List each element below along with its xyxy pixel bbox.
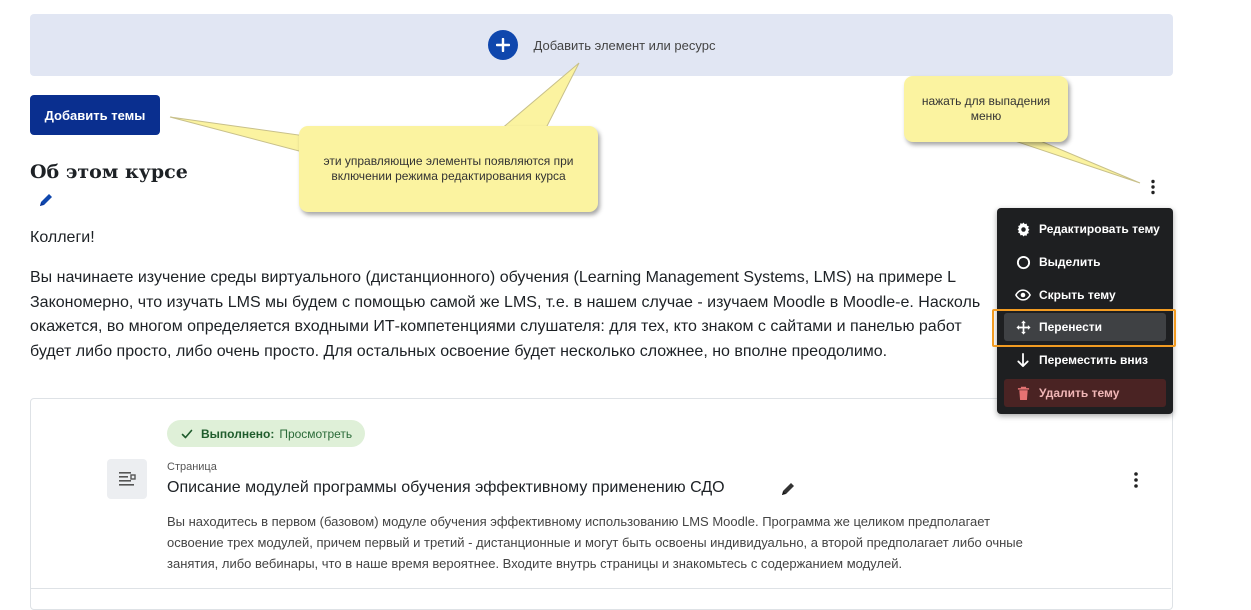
add-activity-label: Добавить элемент или ресурс — [533, 37, 716, 53]
editing-mode-callout: эти управляющие элементы появляются при включении режима редактирования курса — [299, 126, 598, 212]
section-title: Об этом курсе — [30, 161, 188, 183]
summary-line: окажется, во многом определяется входными ИТ-компетенциями слушателя: для тех, кто знаком с сайтами и панелью работ — [30, 318, 962, 335]
summary-line: Закономерно, что изучать LMS мы будем с помощью самой же LMS, т.е. в нашем случае - изучаем Moodle в Moodle-е. Насколь — [30, 293, 981, 311]
description-line: освоение трех модулей, причем первый и третий - дистанционные и могут быть освоены индивидуально, а второй предполагает либо очные — [167, 535, 1023, 550]
menu-item-label: Скрыть тему — [1039, 288, 1116, 302]
description-line: занятия, либо вебинары, что в наше время вероятнее. Входите внутрь страницы и знакомьтесь с содержанием модулей. — [167, 556, 903, 571]
menu-item-label: Переместить вниз — [1039, 353, 1149, 367]
add-topics-button[interactable]: Добавить темы — [30, 95, 160, 135]
menu-item-label: Редактировать тему — [1039, 222, 1160, 236]
menu-item-label: Удалить тему — [1039, 386, 1120, 400]
menu-hint-callout: нажать для выпадения меню — [904, 76, 1068, 142]
menu-item-label: Выделить — [1039, 255, 1101, 269]
completion-value: Просмотреть — [279, 426, 353, 441]
menu-item-label: Перенести — [1039, 320, 1102, 334]
description-line: Вы находитесь в первом (базовом) модуле обучения эффективному использованию LMS Moodle. Программа же целиком предполагает — [167, 514, 991, 529]
section-greeting: Коллеги! — [30, 229, 95, 246]
activity-name-link[interactable]: Описание модулей программы обучения эффективному применению СДО — [167, 479, 725, 496]
summary-line: Вы начинаете изучение среды виртуального (дистанционного) обучения (Learning Management Systems, LMS) на примере L — [30, 269, 957, 286]
summary-line: будет либо просто, либо очень просто. Для остальных освоение будет несколько сложнее, но вполне преодолимо. — [30, 342, 888, 360]
activity-type: Страница — [167, 461, 217, 473]
completion-label: Выполнено: — [201, 426, 275, 441]
